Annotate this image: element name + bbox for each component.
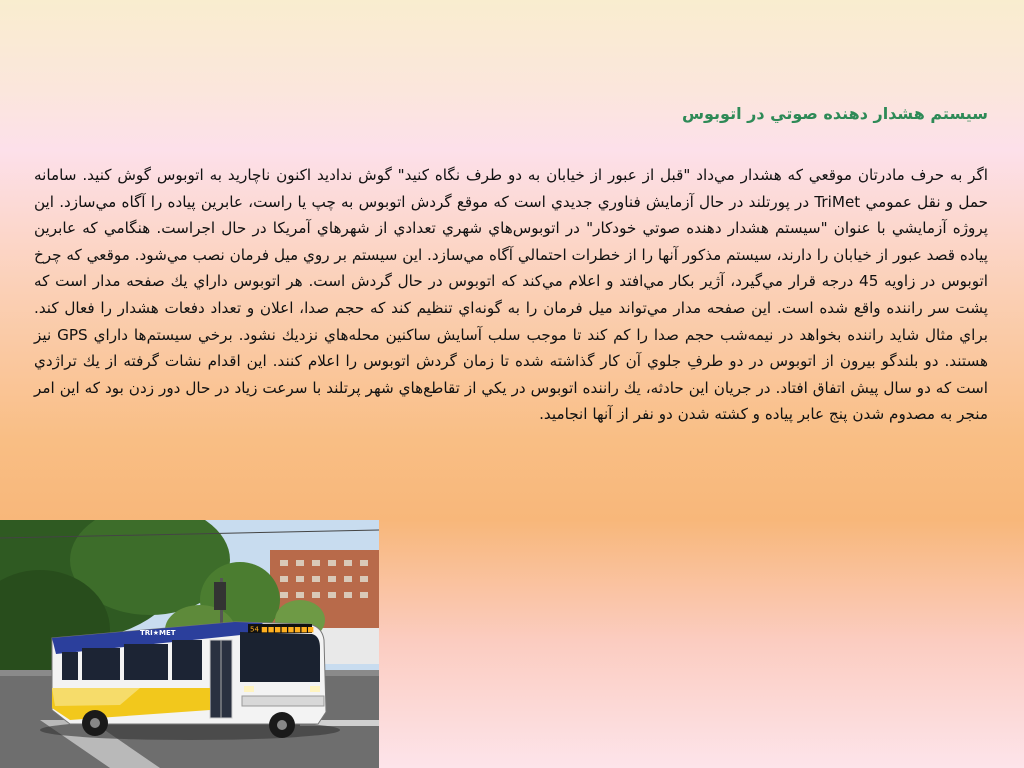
bus-logo: TRI★MET [140,629,176,637]
bus-graphic [52,622,326,738]
slide-body-text: اگر به حرف مادرتان موقعي كه هشدار مي‌داد "قبل از عبور از خيابان به دو طرف نگاه كنيد" گوش نداديد اكنون ناچاريد به اتوبوس گوش كنيد. سامانه حمل و نقل عمومي TriMet در پورتلند در حال آزمايش فناوري جديدي است كه موقع گردش اتوبوس به چپ يا راست، عابرين پياده را آگاه مي‌سازد. اين پروژه آزمايشي با عنوان "سيستم هشدار دهنده صوتي خودكار" در اتوبوس‌هاي شهري تعدادي از شهرهاي آمريكا در حال اجراست. هنگامي كه عابرين پياده قصد عبور از خيابان را دارند، سيستم مذكور آنها را از خطرات احتمالي آگاه مي‌سازد. اين سيستم بر روي ميل فرمان نصب مي‌شود. موقعي كه چرخ اتوبوس در زاويه 45 درجه قرار مي‌گيرد، آژير بكار مي‌افتد و اعلام مي‌كند كه اتوبوس در حال گردش است. هر اتوبوس داراي يك صفحه مدار است كه پشت سر راننده واقع شده است. اين صفحه مدار مي‌تواند ميل فرمان را به گونه‌اي تنظيم كند كه حجم صدا، اعلان و تعداد دفعات هشدار را فعال كند. براي مثال شايد راننده بخواهد در نيمه‌شب حجم صدا را كم كند تا موجب سلب آسايش ساكنين محله‌هاي نزديك نشود. برخي سيستم‌ها داراي GPS نيز هستند. دو بلندگو بيرون از اتوبوس در دو طرفِ جلوي آن كار گذاشته شده تا زمان گردش اتوبوس را اعلام كنند. اين اقدام نشات گرفته از يك تراژدي است كه دو سال پيش اتفاق افتاد. در جريان اين حادثه، يك راننده اتوبوس در يكي از تقاطع‌هاي شهر پرتلند با سرعت زياد در حال دور زدن بود كه اين امر منجر به مصدوم شدن پنج عابر پياده و كشته شدن دو نفر از آنها انجاميد. [34,166,989,424]
slide-title: سيستم هشدار دهنده صوتي در اتوبوس [681,104,988,123]
bus-photo [0,520,379,768]
destination-sign: 54 ■■■■■■■■ [250,625,315,634]
